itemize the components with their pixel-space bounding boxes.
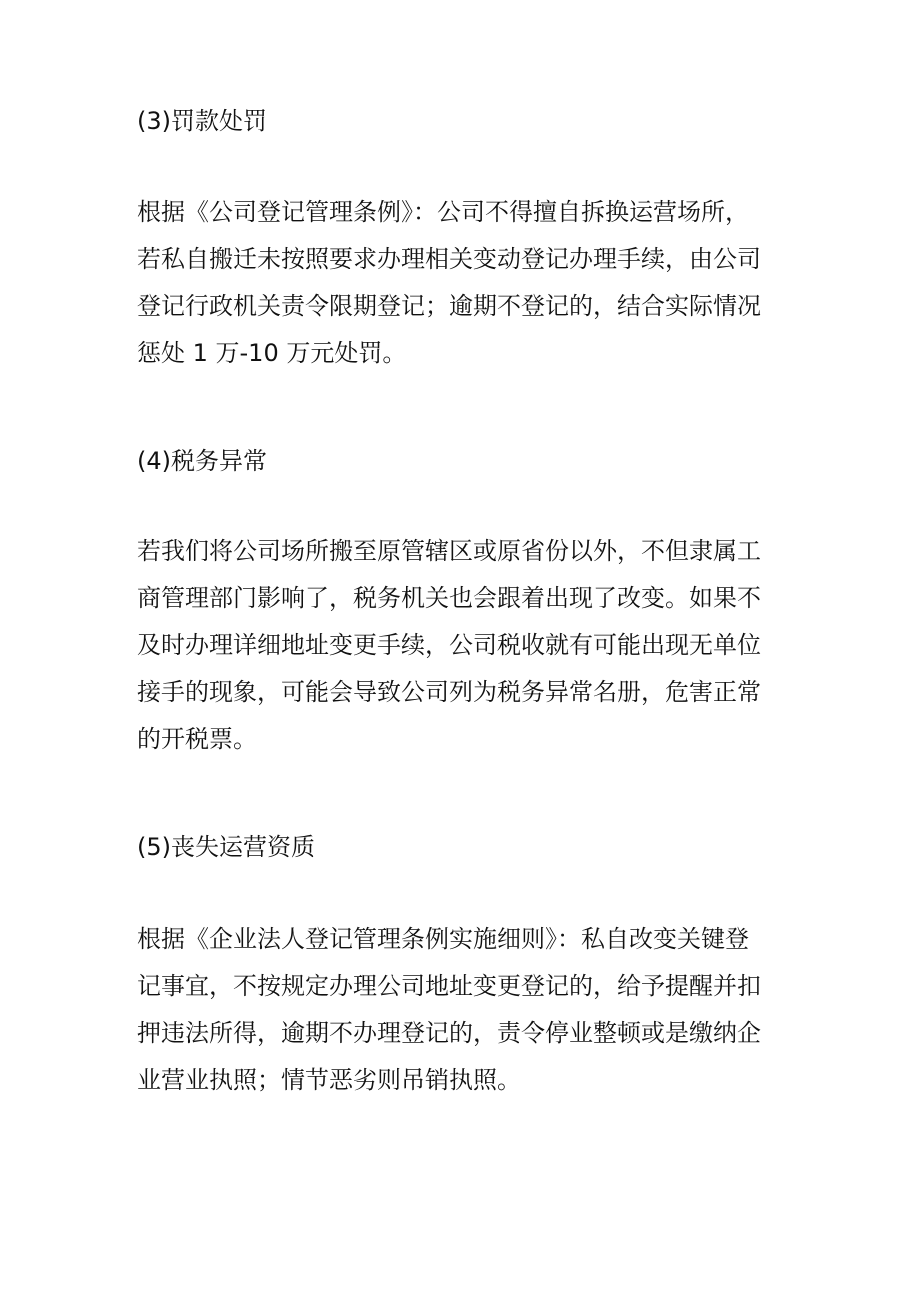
paragraph-line: 登记行政机关责令限期登记；逾期不登记的，结合实际情况 bbox=[137, 292, 761, 320]
paragraph-line: 若私自搬迁未按照要求办理相关变动登记办理手续，由公司 bbox=[137, 245, 761, 273]
section-paragraph-penalty bbox=[137, 189, 787, 377]
section-heading-tax-abnormal: (4)税务异常 bbox=[137, 447, 267, 475]
paragraph-line: 的开税票。 bbox=[137, 725, 257, 753]
paragraph-line: 根据《企业法人登记管理条例实施细则》：私自改变关键登 bbox=[137, 925, 749, 953]
section-paragraph-tax-abnormal bbox=[137, 528, 787, 763]
paragraph-line: 若我们将公司场所搬至原管辖区或原省份以外，不但隶属工 bbox=[137, 537, 761, 565]
section-heading-lose-qualification: (5)丧失运营资质 bbox=[137, 833, 315, 861]
section-paragraph-lose-qualification bbox=[137, 916, 787, 1104]
section-heading-penalty: (3)罚款处罚 bbox=[137, 107, 267, 135]
paragraph-line: 及时办理详细地址变更手续，公司税收就有可能出现无单位 bbox=[137, 631, 761, 659]
paragraph-line: 押违法所得，逾期不办理登记的，责令停业整顿或是缴纳企 bbox=[137, 1019, 761, 1047]
paragraph-line: 根据《公司登记管理条例》：公司不得擅自拆换运营场所， bbox=[137, 198, 749, 226]
paragraph-line: 接手的现象，可能会导致公司列为税务异常名册，危害正常 bbox=[137, 678, 761, 706]
paragraph-line: 业营业执照；情节恶劣则吊销执照。 bbox=[137, 1066, 521, 1094]
paragraph-line: 记事宜，不按规定办理公司地址变更登记的，给予提醒并扣 bbox=[137, 972, 761, 1000]
paragraph-line: 商管理部门影响了，税务机关也会跟着出现了改变。如果不 bbox=[137, 584, 761, 612]
paragraph-line: 惩处 1 万-10 万元处罚。 bbox=[137, 339, 407, 367]
